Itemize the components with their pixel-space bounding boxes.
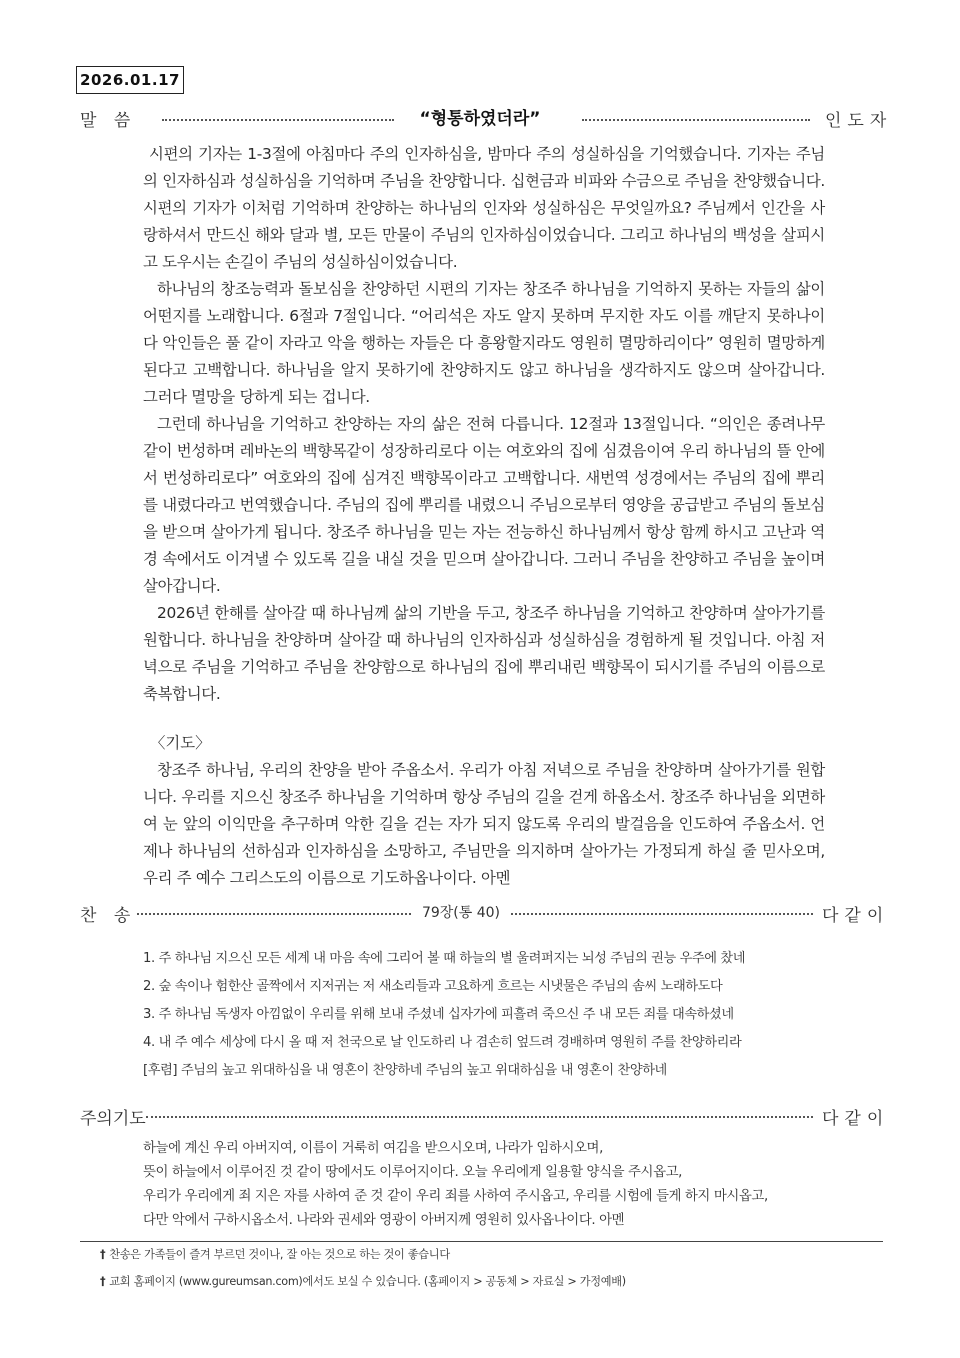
dotted-leader (146, 1116, 813, 1118)
sermon-paragraph: 하나님의 창조능력과 돌보심을 찬양하던 시편의 기자는 창조주 하나님을 기억하지 못하는 자들의 삶이 어떤지를 노래합니다. 6절과 7절입니다. “어리석은 자도 알지 못하며 무지한 자도 이를 깨닫지 못하나이다 악인들은 풀 같이 자라고 악을 행하는 자들은 다 흥왕할지라도 영원히 멸망하리이다” 영원히 멸망하게 된다고 고백합니다. 하나님을 알지 못하기에 찬양하지도 않고 하나님을 생각하지도 않으며 살아갑니다. 그러다 멸망을 당하게 되는 겁니다. (143, 280, 825, 406)
hymn-verse: 3. 주 하나님 독생자 아낌없이 우리를 위해 보내 주셨네 십자가에 피흘려 죽으신 주 내 모든 죄를 대속하셨네 (143, 1007, 734, 1022)
footer-note-text: 교회 홈페이지 (www.gureumsan.com)에서도 보실 수 있습니다. (홈페이지 > 공동체 > 자료실 > 가정예배) (109, 1275, 626, 1288)
hymn-verse: 1. 주 하나님 지으신 모든 세계 내 마음 속에 그리어 볼 때 하늘의 별 울려퍼지는 뇌성 주님의 권능 우주에 찼네 (143, 951, 746, 966)
hymn-number: 79장(통 40) (421, 905, 501, 921)
footer-note (100, 1246, 450, 1262)
sermon-paragraph: 시편의 기자는 1-3절에 아침마다 주의 인자하심을, 밤마다 주의 성실하심을 기억했습니다. 기자는 주님의 인자하심과 성실하심을 기억하며 주님을 찬양합니다. 십현금과 비파와 수금으로 주님을 찬양했습니다. 시편의 기자가 이처럼 기억하며 찬양하는 하나님의 인자와 성실하심은 무엇일까요? 주님께서 인간을 사랑하셔서 만드신 해와 달과 별, 모든 만물이 주님의 인자하심이었습니다. 그리고 하나님의 백성을 살피시고 도우시는 손길이 주님의 성실하심이었습니다. (143, 145, 825, 271)
leader-label: 인도자 (825, 111, 893, 131)
date-badge: 2026.01.17 (76, 66, 184, 94)
dotted-leader (137, 913, 411, 915)
dotted-leader (582, 119, 810, 121)
lords-prayer-who: 다같이 (822, 1109, 890, 1129)
dagger-icon: † (100, 1275, 106, 1288)
sermon-body (143, 141, 825, 708)
lords-prayer-line: 우리가 우리에게 죄 지은 자를 사하여 준 것 같이 우리 죄를 사하여 주시옵고, 우리를 시험에 들게 하지 마시옵고, (143, 1189, 768, 1204)
prayer-heading: 〈기도〉 (150, 734, 211, 752)
hymn-verse: 2. 숲 속이나 험한산 골짝에서 지저귀는 저 새소리들과 고요하게 흐르는 시냇물은 주님의 솜씨 노래하도다 (143, 979, 723, 994)
lords-prayer-line: 하늘에 계신 우리 아버지여, 이름이 거룩히 여김을 받으시오며, 나라가 임하시오며, (143, 1141, 603, 1156)
hymn-lyrics (143, 945, 833, 1085)
dagger-icon: † (100, 1248, 106, 1261)
hymn-chorus: [후렴] 주님의 높고 위대하심을 내 영혼이 찬양하네 주님의 높고 위대하심을 내 영혼이 찬양하네 (143, 1063, 667, 1078)
hymn-verse: 4. 내 주 예수 세상에 다시 올 때 저 천국으로 날 인도하리 나 겸손히 엎드려 경배하며 영원히 주를 찬양하리라 (143, 1035, 742, 1050)
lords-prayer-label: 주의기도 (80, 1109, 146, 1129)
lords-prayer-text (143, 1137, 843, 1233)
hymn-who: 다같이 (822, 906, 890, 926)
prayer-text: 창조주 하나님, 우리의 찬양을 받아 주옵소서. 우리가 아침 저녁으로 주님을 찬양하며 살아가기를 원합니다. 우리를 지으신 창조주 하나님을 기억하며 항상 주님의 길을 걷게 하옵소서. 창조주 하나님을 외면하여 눈 앞의 이익만을 추구하며 악한 길을 걷는 자가 되지 않도록 우리의 발걸음을 인도하여 주옵소서. 언제나 하나님의 선하심과 인자하심을 소망하고, 주님만을 의지하며 살아가는 가정되게 하실 줄 믿사오며, 우리 주 예수 그리스도의 이름으로 기도하옵나이다. 아멘 (143, 761, 825, 887)
sermon-paragraph: 2026년 한해를 살아갈 때 하나님께 삶의 기반을 두고, 창조주 하나님을 기억하고 찬양하며 살아가기를 원합니다. 하나님을 찬양하며 살아갈 때 하나님의 인자하심과 성실하심을 경험하게 될 것입니다. 아침 저녁으로 주님을 기억하고 주님을 찬양함으로 하나님의 집에 뿌리내린 백향목이 되시기를 주님의 이름으로 축복합니다. (143, 604, 825, 703)
sermon-title: “형통하였더라” (419, 109, 541, 129)
lords-prayer-line: 다만 악에서 구하시옵소서. 나라와 권세와 영광이 아버지께 영원히 있사옵나이다. 아멘 (143, 1213, 625, 1228)
dotted-leader (511, 913, 813, 915)
hymn-label: 찬 송 (80, 906, 137, 926)
footer-divider (80, 1241, 883, 1242)
sermon-paragraph: 그런데 하나님을 기억하고 찬양하는 자의 삶은 전혀 다릅니다. 12절과 13절입니다. “의인은 종려나무 같이 번성하며 레바논의 백향목같이 성장하리로다 이는 여호와의 집에 심겼음이여 우리 하나님의 뜰 안에서 번성하리로다” 여호와의 집에 심겨진 백향목이라고 고백합니다. 새번역 성경에서는 주님의 집에 뿌리를 내렸다라고 번역했습니다. 주님의 집에 뿌리를 내렸으니 주님으로부터 영양을 공급받고 주님의 돌보심을 받으며 살아가게 됩니다. 창조주 하나님을 믿는 자는 전능하신 하나님께서 항상 함께 하시고 고난과 역경 속에서도 이겨낼 수 있도록 길을 내실 것을 믿으며 살아갑니다. 그러니 주님을 찬양하고 주님을 높이며 살아갑니다. (143, 415, 825, 595)
footer-note (100, 1273, 626, 1289)
prayer-body (143, 757, 825, 892)
sermon-label: 말 씀 (80, 111, 137, 131)
footer-note-text: 찬송은 가족들이 즐겨 부르던 것이나, 잘 아는 것으로 하는 것이 좋습니다 (109, 1248, 450, 1261)
dotted-leader (162, 119, 394, 121)
lords-prayer-line: 뜻이 하늘에서 이루어진 것 같이 땅에서도 이루어지이다. 오늘 우리에게 일용할 양식을 주시옵고, (143, 1165, 683, 1180)
